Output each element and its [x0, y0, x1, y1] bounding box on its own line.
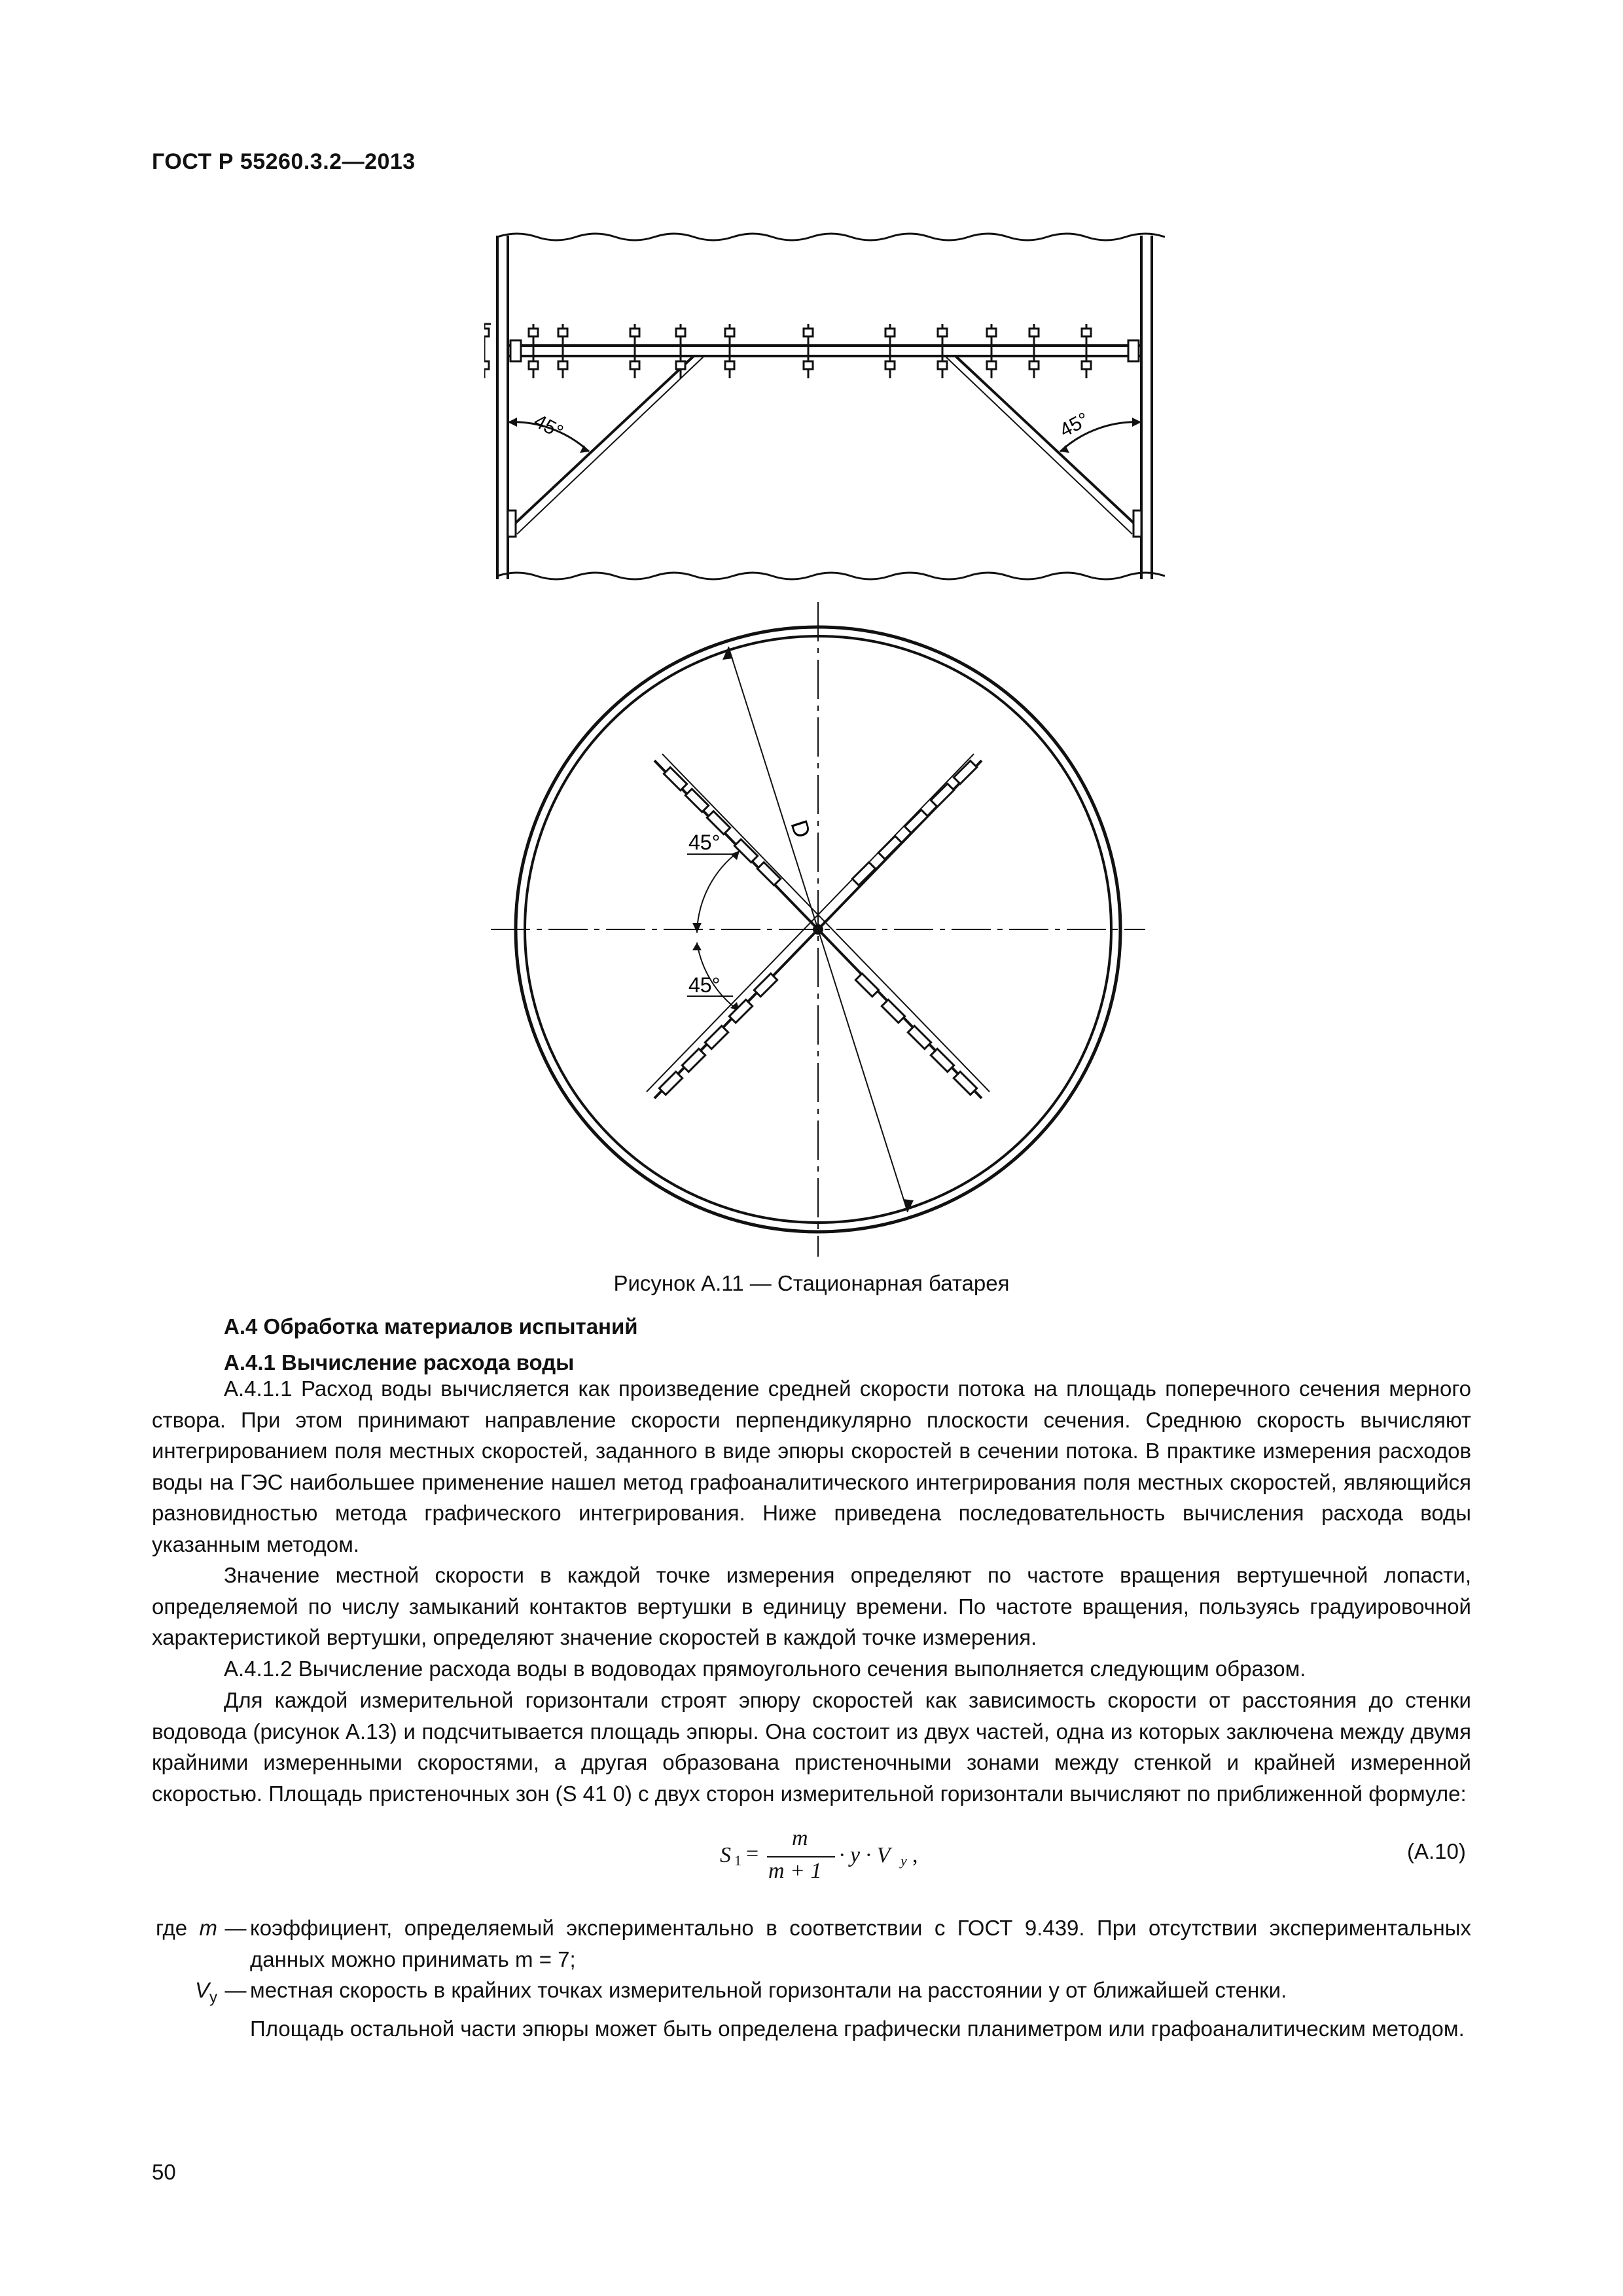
- m-symbol: m: [199, 1916, 217, 1940]
- v-symbol: V: [194, 1978, 209, 2002]
- formula-lhs: S: [720, 1843, 731, 1867]
- battery-cross-section: [458, 576, 1178, 1257]
- figure-caption: Рисунок А.11 — Стационарная батарея: [613, 1271, 1010, 1295]
- m-definition-text: коэффициент, определяемый экспериментально в соответствии с ГОСТ 9.439. При отсутствии экспериментальных данных можно принимать m = 7;: [250, 1916, 1471, 1971]
- formula-number: (А.10): [1407, 1839, 1466, 1863]
- fraction-bar: [767, 1856, 835, 1857]
- top-angle-right-label: 45°: [1056, 408, 1093, 442]
- paragraph-epure: Для каждой измерительной горизонтали строят эпюру скоростей как зависимость скорости от расстояния до стенки водовода (рисунок А.13) и подсчитывается площадь эпюры. Она состоит из двух частей, одна из которых заключена между двумя крайними измеренными скоростями, а другая образована пристеночными зонами между стенкой и крайней измеренной скоростью. Площадь пристеночных зон (S 41 0) с двух сторон измерительной горизонтали вычисляют по приближенной формуле:: [152, 1688, 1471, 1806]
- v-sub: y: [209, 1988, 217, 2007]
- formula-numerator: m: [792, 1826, 808, 1850]
- definition-dash: —: [224, 1916, 247, 1940]
- document-header: ГОСТ Р 55260.3.2—2013: [152, 149, 416, 174]
- circle-angle-lower-label: 45°: [688, 973, 721, 997]
- formula-rhs: · y · V: [839, 1843, 891, 1867]
- battery-side-view: [484, 223, 1165, 589]
- paragraph-local-velocity: Значение местной скорости в каждой точке измерения определяют по частоте вращения вертушечной лопасти, определяемой по числу замыканий контактов вертушки в единицу времени. По частоте вращения, пользуясь градуировочной характеристикой вертушки, определяют значение скоростей в каждой точке измерения.: [152, 1563, 1471, 1649]
- paragraph-a411: А.4.1.1 Расход воды вычисляется как произведение средней скорости потока на площадь поперечного сечения мерного створа. При этом принимают направление скорости перпендикулярно плоскости сечения. Среднюю скорость вычисляют интегрированием поля местных скоростей, заданного в виде эпюры скоростей в сечении потока. В практике измерения расходов воды на ГЭС наибольшее применение нашел метод графоаналитического интегрирования поля местных скоростей, являющийся разновидностью метода графического интегрирования. Ниже приведена последовательность вычисления расхода воды указанным методом.: [152, 1376, 1471, 1556]
- definition-dash: —: [224, 1978, 247, 2002]
- paragraph-a412: А.4.1.2 Вычисление расхода воды в водоводах прямоугольного сечения выполняется следующим образом.: [224, 1657, 1306, 1681]
- diameter-label: D: [785, 816, 817, 842]
- section-a4-title: А.4 Обработка материалов испытаний: [224, 1314, 638, 1338]
- where-label: где: [155, 1916, 188, 1940]
- formula-lhs-sub: 1: [734, 1852, 741, 1869]
- v-definition-text: местная скорость в крайних точках измерительной горизонтали на расстоянии y от ближайшей стенки.: [250, 1978, 1287, 2002]
- definitions-list: [152, 1912, 1471, 2045]
- top-angle-left-label: 45°: [530, 410, 567, 444]
- page-number: 50: [152, 2160, 176, 2184]
- formula-tail: ,: [912, 1843, 918, 1867]
- formula-rhs-sub: y: [901, 1852, 907, 1869]
- circle-angle-upper-label: 45°: [688, 831, 721, 854]
- formula-denominator: m + 1: [768, 1859, 822, 1883]
- section-a41-title: А.4.1 Вычисление расхода воды: [224, 1350, 575, 1374]
- epure-remainder-text: Площадь остальной части эпюры может быть определена графически планиметром или графоаналитическим методом.: [250, 2017, 1465, 2041]
- definition-m: [152, 1912, 1471, 1975]
- definition-vy: [152, 1975, 1471, 2013]
- formula-a10: S 1 = m m + 1 · y · V y ,: [720, 1826, 918, 1883]
